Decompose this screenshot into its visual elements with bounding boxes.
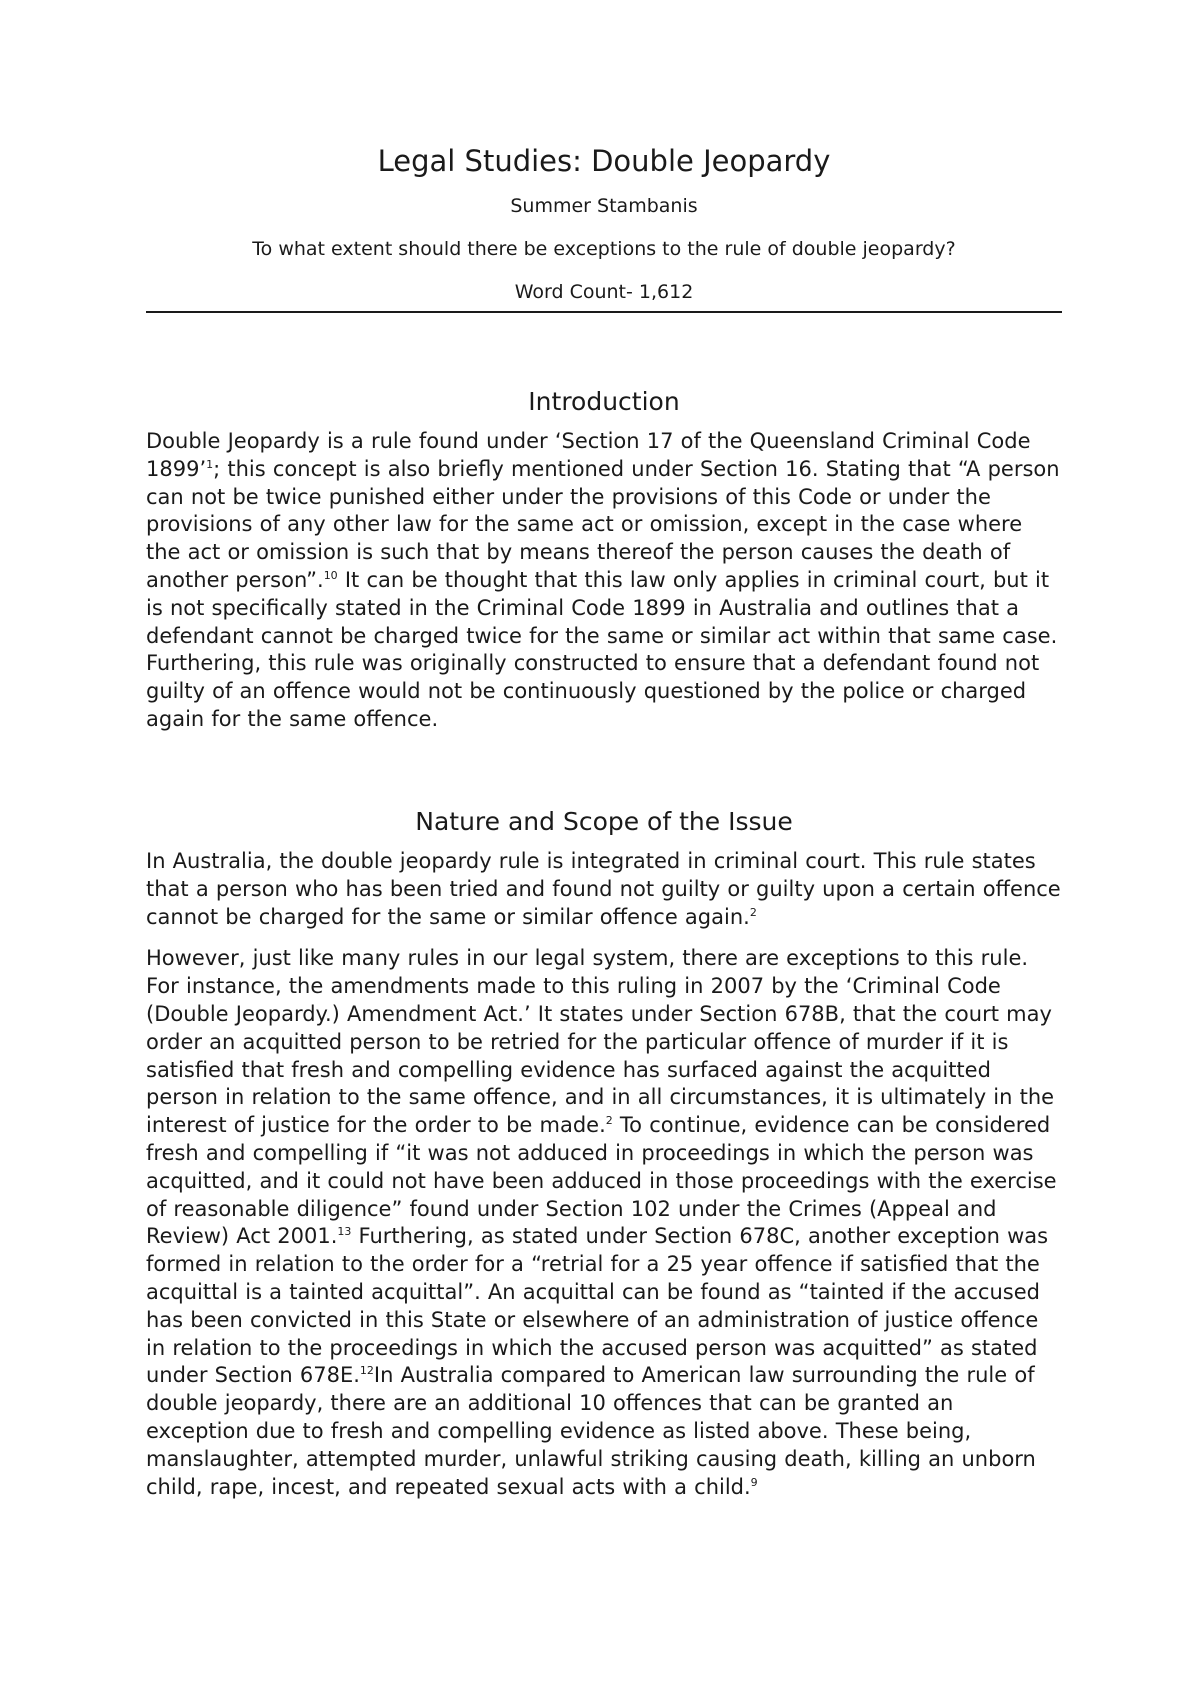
title-divider <box>146 311 1062 313</box>
footnote-ref: 2 <box>605 1114 613 1128</box>
title-block <box>146 143 1062 304</box>
footnote-ref: 2 <box>749 905 757 919</box>
footnote-ref: 9 <box>750 1475 758 1489</box>
document-author: Summer Stambanis <box>510 195 698 217</box>
research-question: To what extent should there be exceptions to the rule of double jeopardy? <box>252 238 956 260</box>
text-run: Double Jeopardy is a rule found under ‘Section 17 of the Queensland Criminal Code 1899’ <box>146 429 1031 481</box>
section-introduction <box>146 386 1062 734</box>
text-run: In Australia, the double jeopardy rule is integrated in criminal court. This rule states that a person who has been tried and found not guilty or guilty upon a certain offence cannot be charged for the same or similar offence again. <box>146 849 1061 929</box>
word-count: Word Count- 1,612 <box>514 281 694 303</box>
footnote-ref: 10 <box>323 568 338 582</box>
text-run: ; this concept is also briefly mentioned under Section 16. Stating that “A person can not be twice punished either under the provisions of this Code or under the provisions of any other law for the same act or omission, except in the case where the act or omission is such that by means thereof the person causes the death of another person”. <box>146 456 1060 592</box>
section-heading-nature-and-scope: Nature and Scope of the Issue <box>415 807 793 836</box>
section-nature-and-scope <box>146 806 1062 1501</box>
text-run: Furthering, as stated under Section 678C, another exception was formed in relation to the order for a “retrial for a 25 year offence if satisfied that the acquittal is a tainted acquittal”. An acquittal can be found as “tainted if the accused has been convicted in this State or elsewhere of an administration of justice offence in relation to the proceedings in which the accused person was acquitted” as stated under Section 678E. <box>146 1224 1049 1388</box>
text-run: It can be thought that this law only applies in criminal court, but it is not specifically stated in the Criminal Code 1899 in Australia and outlines that a defendant cannot be charged twice for the same or similar act within that same case. Furthering, this rule was originally constructed to ensure that a defendant found not guilty of an offence would not be continuously questioned by the police or charged again for the same offence. <box>146 567 1058 731</box>
document-title: Legal Studies: Double Jeopardy <box>377 144 831 178</box>
text-run: In Australia compared to American law surrounding the rule of double jeopardy, there are an additional 10 offences that can be granted an exception due to fresh and compelling evidence as listed above. These being, manslaughter, attempted murder, unlawful striking causing death, killing an unborn child, rape, incest, and repeated sexual acts with a child. <box>146 1363 1036 1499</box>
text-run: To continue, evidence can be considered fresh and compelling if “it was not adduced in proceedings in which the person was acquitted, and it could not have been adduced in those proceedings with the exercise of reasonable diligence” found under Section 102 under the Crimes (Appeal and Review) Act 2001. <box>146 1113 1057 1249</box>
nature-paragraph-1 <box>146 848 1062 931</box>
footnote-ref: 12 <box>359 1364 374 1378</box>
footnote-ref: 1 <box>206 457 214 471</box>
nature-paragraph-2 <box>146 945 1062 1501</box>
introduction-paragraph <box>146 428 1062 734</box>
footnote-ref: 13 <box>337 1225 352 1239</box>
section-heading-introduction: Introduction <box>528 387 680 416</box>
text-run: However, just like many rules in our legal system, there are exceptions to this rule. For instance, the amendments made to this ruling in 2007 by the ‘Criminal Code (Double Jeopardy.) Amendment Act.’ It states under Section 678B, that the court may order an acquitted person to be retried for the particular offence of murder if it is satisfied that fresh and compelling evidence has surfaced against the acquitted person in relation to the same offence, and in all circumstances, it is ultimately in the interest of justice for the order to be made. <box>146 946 1055 1138</box>
